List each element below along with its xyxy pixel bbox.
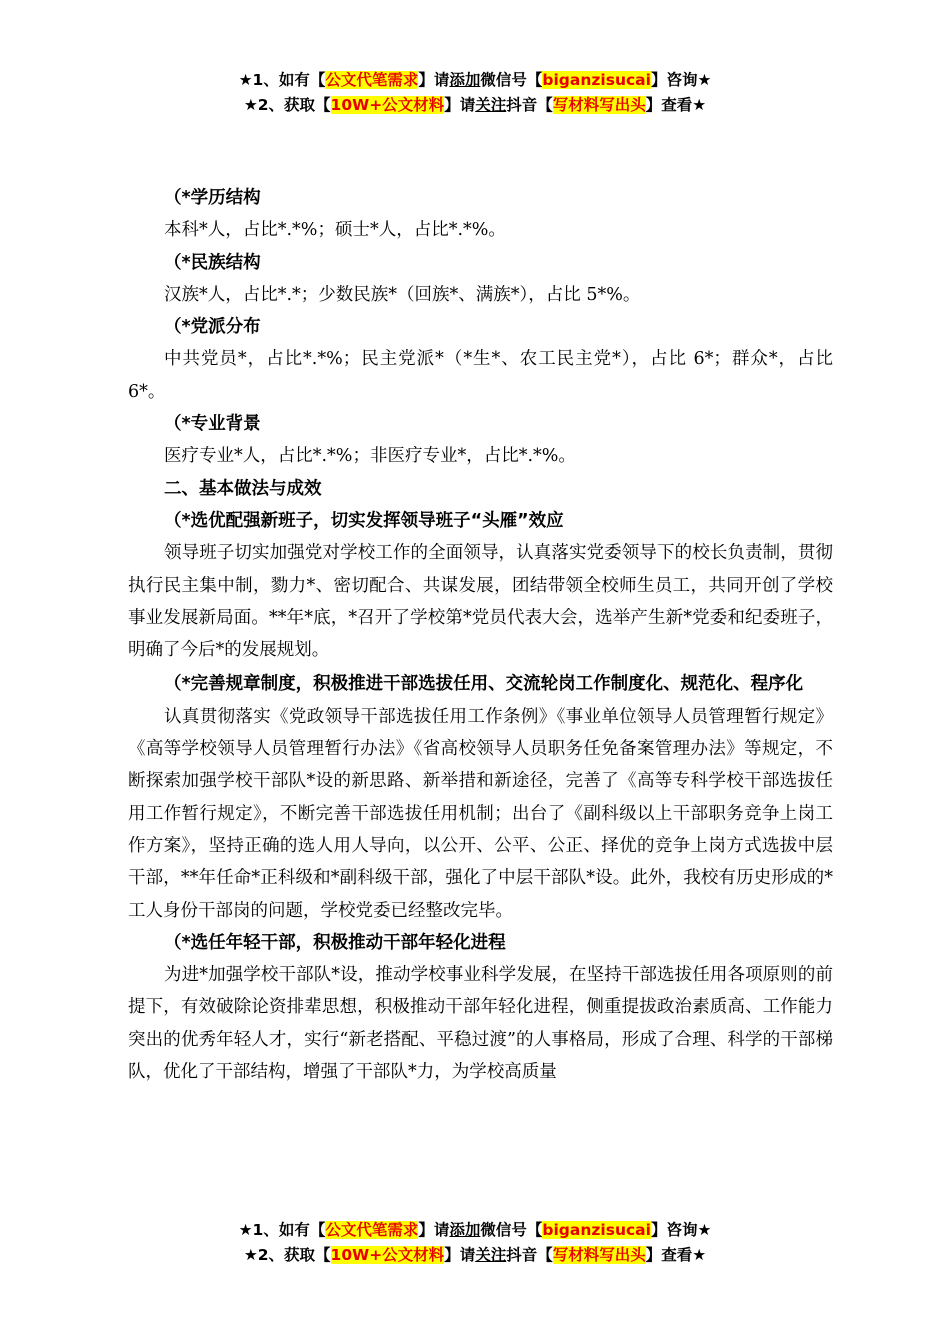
banner-highlight: biganzisucai: [542, 71, 651, 89]
paragraph: 为进*加强学校干部队*设，推动学校事业科学发展，在坚持干部选拔任用各项原则的前提下，有效破除论资排辈思想，积极推动干部年轻化进程，侧重提拔政治素质高、工作能力突出的优秀年轻人才，实行“新老搭配、平稳过渡”的人事格局，形成了合理、科学的干部梯队，优化了干部结构，增强了干部队*力，为学校高质量: [128, 965, 833, 1083]
section-heading: （*党派分布: [164, 317, 261, 338]
banner-line-1: [0, 68, 950, 93]
banner-line-1: [0, 1218, 950, 1243]
banner-highlight: 写材料写出头: [552, 96, 646, 114]
footer-banner: [0, 1218, 950, 1268]
banner-text: 抖音【: [506, 1246, 553, 1264]
section-text: 中共党员*，占比*.*%；民主党派*（*生*、农工民主党*），占比 6*；群众*，占比 6*。: [128, 349, 833, 402]
banner-highlight: biganzisucai: [542, 1221, 651, 1239]
banner-underline: 添加: [449, 71, 481, 89]
section-heading: （*专业背景: [164, 414, 261, 435]
section-text: 汉族*人，占比*.*；少数民族*（回族*、满族*），占比 5*%。: [164, 284, 641, 305]
section-text: 医疗专业*人，占比*.*%；非医疗专业*，占比*.*%。: [164, 446, 576, 467]
paragraph: 认真贯彻落实《党政领导干部选拔任用工作条例》《事业单位领导人员管理暂行规定》《高等学校领导人员管理暂行办法》《省高校领导人员职务任免备案管理办法》等规定，不断探索加强学校干部队*设的新思路、新举措和新途径，完善了《高等专科学校干部选拔任用工作暂行规定》，不断完善干部选拔任用机制；出台了《副科级以上干部职务竞争上岗工作方案》，坚持正确的选人用人导向，以公开、公平、公正、择优的竞争上岗方式选拔中层干部，**年任命*正科级和*副科级干部，强化了中层干部队*设。此外，我校有历史形成的*工人身份干部岗的问题，学校党委已经整改完毕。: [128, 706, 833, 921]
banner-text: 】查看★: [645, 1246, 707, 1264]
section-text: 本科*人，占比*.*%；硕士*人，占比*.*%。: [164, 220, 506, 241]
banner-text: 】请: [444, 96, 476, 114]
banner-highlight: 公文代笔需求: [325, 1221, 419, 1239]
banner-text: 抖音【: [506, 96, 553, 114]
banner-highlight: 10W+公文材料: [330, 1246, 445, 1264]
banner-text: 】请: [444, 1246, 476, 1264]
banner-text: ★2、获取【: [243, 1246, 331, 1264]
banner-highlight: 10W+公文材料: [330, 96, 445, 114]
part-heading: 二、基本做法与成效: [164, 478, 322, 499]
banner-text: 】咨询★: [650, 1221, 712, 1239]
banner-highlight: 写材料写出头: [552, 1246, 646, 1264]
banner-text: 】请: [418, 71, 450, 89]
paragraph: 领导班子切实加强党对学校工作的全面领导，认真落实党委领导下的校长负责制，贯彻执行民主集中制，勠力*、密切配合、共谋发展，团结带领全校师生员工，共同开创了学校事业发展新局面。**年*底，*召开了学校第*党员代表大会，选举产生新*党委和纪委班子，明确了今后*的发展规划。: [128, 543, 833, 661]
document-body: [128, 182, 833, 1088]
banner-underline: 添加: [449, 1221, 481, 1239]
banner-line-2: [0, 1243, 950, 1268]
section-heading: （*学历结构: [164, 188, 261, 208]
banner-text: ★2、获取【: [243, 96, 331, 114]
banner-text: ★1、如有【: [238, 71, 326, 89]
banner-text: 微信号【: [480, 1221, 543, 1239]
banner-text: 】请: [418, 1221, 450, 1239]
banner-line-2: [0, 93, 950, 118]
banner-text: 】咨询★: [650, 71, 712, 89]
banner-text: 】查看★: [645, 96, 707, 114]
banner-underline: 关注: [475, 96, 507, 114]
banner-highlight: 公文代笔需求: [325, 71, 419, 89]
subsection-heading: （*选任年轻干部，积极推动干部年轻化进程: [164, 932, 506, 953]
subsection-heading: （*选优配强新班子，切实发挥领导班子“头雁”效应: [164, 510, 564, 531]
banner-underline: 关注: [475, 1246, 507, 1264]
banner-text: ★1、如有【: [238, 1221, 326, 1239]
subsection-heading: （*完善规章制度，积极推进干部选拔任用、交流轮岗工作制度化、规范化、程序化: [164, 674, 804, 695]
header-banner: [0, 68, 950, 118]
section-heading: （*民族结构: [164, 252, 261, 273]
banner-text: 微信号【: [480, 71, 543, 89]
